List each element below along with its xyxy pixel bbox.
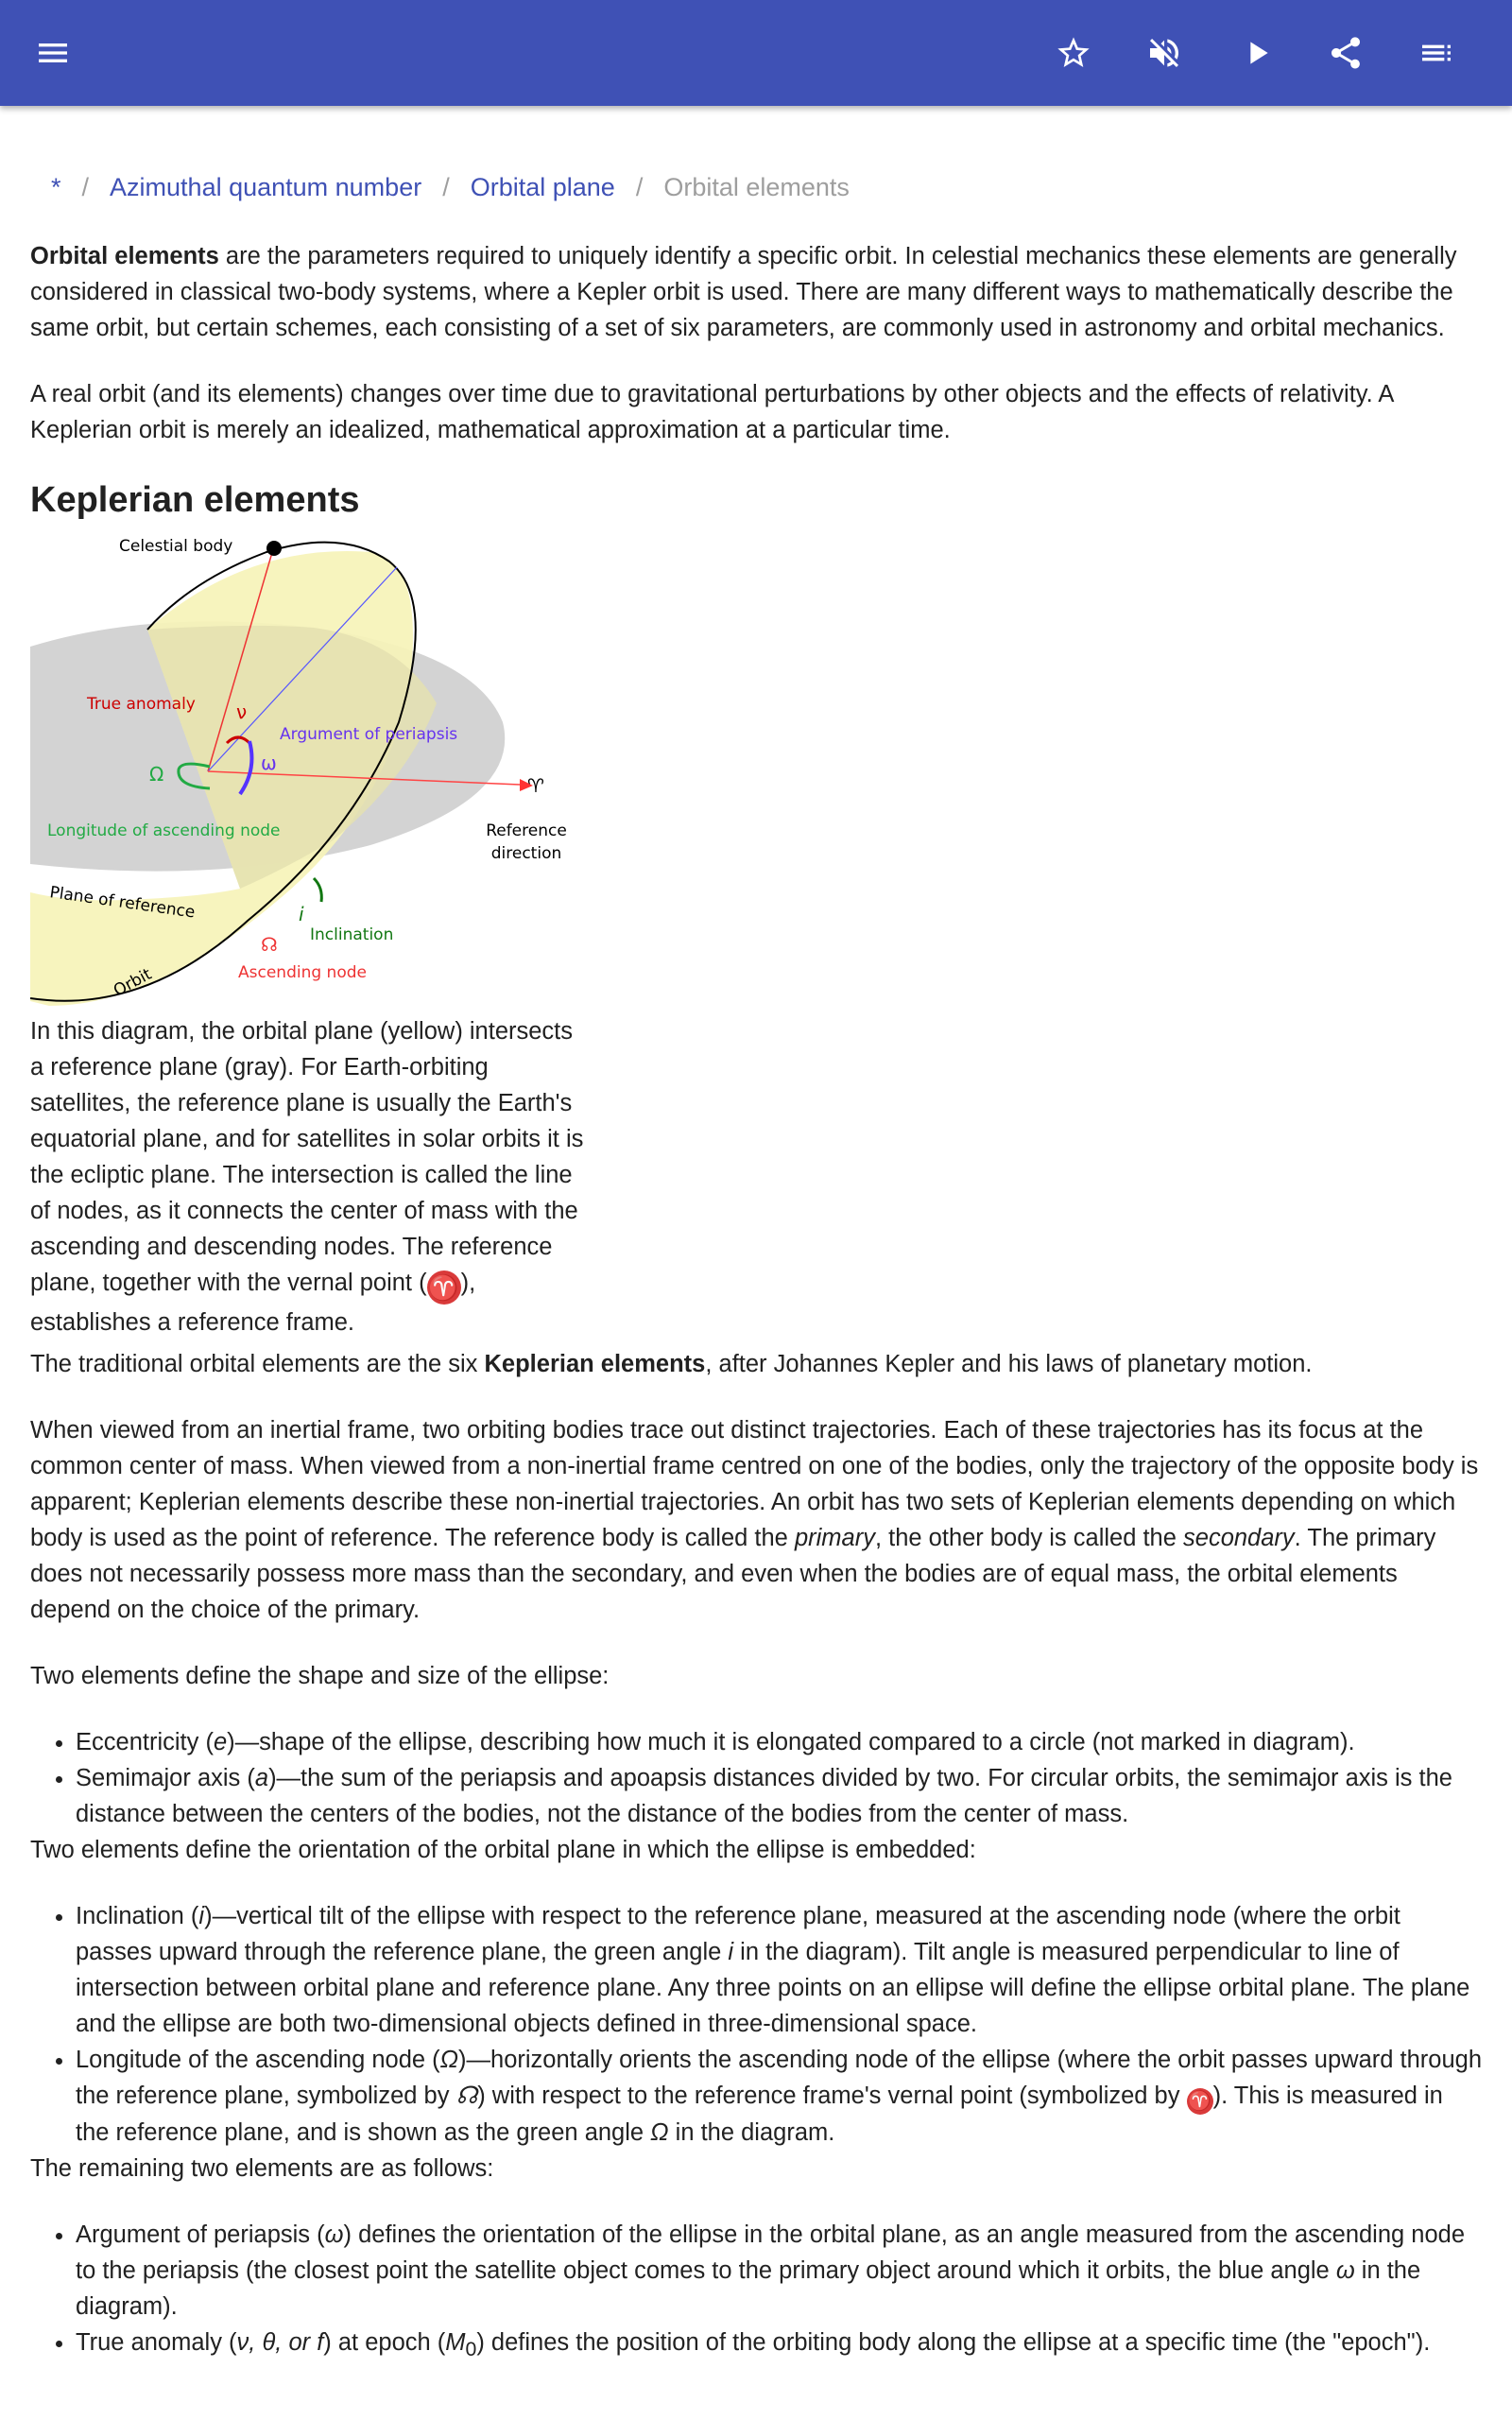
label-nu: ν — [236, 700, 248, 723]
text: ) with respect to the reference frame's vernal point (symbolized by — [477, 2083, 1187, 2109]
term-bold: Keplerian elements — [484, 1351, 706, 1377]
text: ). This is measured in the reference plane, and is shown as the green angle — [76, 2083, 1443, 2146]
paragraph — [30, 1346, 1482, 1382]
breadcrumb-item[interactable]: Azimuthal quantum number — [110, 173, 422, 201]
text: Argument of periapsis ( — [76, 2221, 325, 2248]
breadcrumb-home[interactable]: * — [51, 173, 61, 201]
label-inclination-symbol: i — [299, 903, 304, 925]
symbol: a — [254, 1765, 269, 1791]
bookmark-button[interactable] — [1047, 26, 1100, 79]
orientation-list — [30, 1898, 1482, 2151]
breadcrumb-separator: / — [442, 173, 450, 201]
aries-icon: ♈ — [1187, 2088, 1213, 2115]
label-orbit: Orbit — [110, 964, 155, 1001]
text: in the diagram). — [76, 2257, 1421, 2320]
share-button[interactable] — [1319, 26, 1372, 79]
text: )—horizontally orients the ascending node of the ellipse (where the orbit passes upward through the reference plane, symbolized by — [76, 2047, 1483, 2109]
text: The traditional orbital elements are the six — [30, 1351, 485, 1377]
breadcrumb-item[interactable]: Orbital plane — [470, 173, 615, 201]
label-plane-of-reference: Plane of reference — [48, 883, 197, 923]
text: Semimajor axis ( — [76, 1765, 255, 1791]
text: When viewed from an inertial frame, two orbiting bodies trace out distinct trajectories. Each of these trajectories has its focus at the common center of mass. When viewed from a non-inertial frame centred on one of the bodies, only the trajectory of the opposite body is apparent; Keplerian elements describe these non-inertial trajectories. An orbit has two sets of Keplerian elements depending on which body is used as the point of reference. The reference body is called the — [30, 1417, 1479, 1551]
breadcrumb-separator: / — [635, 173, 644, 201]
inclination-arc — [314, 878, 321, 902]
shape-list — [30, 1724, 1482, 1832]
text: . The primary does not necessarily possess more mass than the secondary, and even when the bodies are of equal mass, the orbital elements depend on the choice of the primary. — [30, 1525, 1436, 1623]
volume-off-icon — [1145, 34, 1183, 72]
label-inclination: Inclination — [310, 925, 394, 944]
list-item — [76, 1724, 1482, 1760]
text: ), establishes a reference frame. — [30, 1270, 476, 1336]
term-italic: primary — [794, 1525, 875, 1551]
text: ) defines the position of the orbiting body along the ellipse at a specific time (the "epoch"). — [476, 2329, 1431, 2356]
paragraph: Two elements define the orientation of the orbital plane in which the ellipse is embedded: — [30, 1837, 976, 1863]
term-italic: secondary — [1183, 1525, 1295, 1551]
label-reference-direction-2: direction — [490, 844, 562, 863]
aries-icon: ♈ — [427, 1270, 461, 1305]
list-item — [76, 2042, 1482, 2151]
text: in the diagram. — [668, 2119, 835, 2146]
section-heading: Keplerian elements — [30, 480, 360, 520]
text: )—the sum of the periapsis and apoapsis distances divided by two. For circular orbits, the semimajor axis is the distance between the centers of the bodies, not the distance of the bodies from the center of mass. — [76, 1765, 1452, 1827]
remaining-list — [30, 2217, 1482, 2367]
paragraph: The remaining two elements are as follows: — [30, 2155, 494, 2182]
play-button[interactable] — [1230, 26, 1283, 79]
label-longitude-ascending-node: Longitude of ascending node — [47, 821, 281, 840]
symbol: e — [213, 1729, 228, 1755]
list-item — [76, 1898, 1482, 2042]
text: , the other body is called the — [874, 1525, 1184, 1551]
breadcrumb — [51, 168, 850, 206]
symbol: i — [198, 1903, 205, 1929]
label-true-anomaly: True anomaly — [87, 695, 196, 714]
label-omega-small: ω — [261, 752, 277, 774]
diagram-caption — [30, 1013, 588, 1340]
menu-icon — [34, 34, 72, 72]
mute-button[interactable] — [1138, 26, 1191, 79]
text: )—shape of the ellipse, describing how much it is elongated compared to a circle (not marked in diagram). — [227, 1729, 1355, 1755]
label-celestial-body: Celestial body — [119, 537, 233, 556]
intro-paragraph: A real orbit (and its elements) changes over time due to gravitational perturbations by other objects and the effects of relativity. A Keplerian orbit is merely an idealized, mathematical approximation at a particular time. — [30, 381, 1394, 443]
article — [30, 238, 1482, 2367]
label-aries: ♈ — [527, 774, 544, 797]
symbol: i — [728, 1939, 734, 1965]
label-ascending-node: Ascending node — [238, 963, 367, 982]
node-symbol: ☊ — [455, 2083, 478, 2109]
text: , after Johannes Kepler and his laws of planetary motion. — [705, 1351, 1313, 1377]
label-reference-direction-1: Reference — [486, 821, 567, 840]
breadcrumb-current: Orbital elements — [663, 173, 850, 201]
orbital-elements-diagram[interactable] — [30, 533, 584, 1340]
intro-paragraph — [30, 238, 1482, 346]
paragraph — [30, 1412, 1482, 1628]
app-bar — [0, 0, 1512, 106]
list-item — [76, 2325, 1482, 2367]
symbol: ν, θ, or f — [236, 2329, 324, 2356]
text: True anomaly ( — [76, 2329, 237, 2356]
playlist-icon — [1418, 34, 1455, 72]
text: ) defines the orientation of the ellipse in the orbital plane, as an angle measured from the ascending node to the periapsis (the closest point the satellite object comes to the primary object around which it orbits, the blue angle — [76, 2221, 1466, 2284]
text: Longitude of the ascending node ( — [76, 2047, 440, 2073]
symbol: ω — [1335, 2257, 1355, 2284]
text: Inclination ( — [76, 1903, 199, 1929]
celestial-body-dot — [266, 541, 282, 556]
symbol: Ω — [439, 2047, 459, 2073]
paragraph: Two elements define the shape and size of the ellipse: — [30, 1663, 610, 1689]
label-argument-of-periapsis: Argument of periapsis — [280, 725, 458, 744]
contents-button[interactable] — [1410, 26, 1463, 79]
symbol: ω — [324, 2221, 344, 2248]
subscript: 0 — [465, 2338, 477, 2361]
list-item — [76, 2217, 1482, 2325]
breadcrumb-separator: / — [81, 173, 90, 201]
label-Omega: Ω — [149, 763, 164, 786]
menu-button[interactable] — [26, 26, 79, 79]
star-outline-icon — [1055, 34, 1092, 72]
label-node-symbol: ☊ — [261, 933, 278, 956]
text: are the parameters required to uniquely identify a specific orbit. In celestial mechanics these elements are generally considered in classical two-body systems, where a Kepler orbit is used. There are many different ways to mathematically describe the same orbit, but certain schemes, each consisting of a set of six parameters, are commonly used in astronomy and orbital mechanics. — [30, 243, 1457, 341]
list-item — [76, 1760, 1482, 1832]
text: in the diagram). Tilt angle is measured perpendicular to line of intersection between orbital plane and reference plane. Any three points on an ellipse will define the ellipse orbital plane. The plane and the ellipse are both two-dimensional objects defined in three-dimensional space. — [76, 1939, 1470, 2037]
term-bold: Orbital elements — [30, 243, 219, 269]
text: )—vertical tilt of the ellipse with respect to the reference plane, measured at the ascending node (where the orbit passes upward through the reference plane, the green angle — [76, 1903, 1400, 1965]
share-icon — [1327, 34, 1365, 72]
text: In this diagram, the orbital plane (yellow) intersects a reference plane (gray). For Earth-orbiting satellites, the reference plane is usually the Earth's equatorial plane, and for satellites in solar orbits it is the ecliptic plane. The intersection is called the line of nodes, as it connects the center of mass with the ascending and descending nodes. The reference plane, together with the vernal point ( — [30, 1018, 584, 1296]
symbol: M — [445, 2329, 466, 2356]
text: Eccentricity ( — [76, 1729, 214, 1755]
play-icon — [1238, 34, 1276, 72]
diagram-svg — [30, 533, 578, 1013]
text: ) at epoch ( — [323, 2329, 446, 2356]
symbol: Ω — [650, 2119, 669, 2146]
